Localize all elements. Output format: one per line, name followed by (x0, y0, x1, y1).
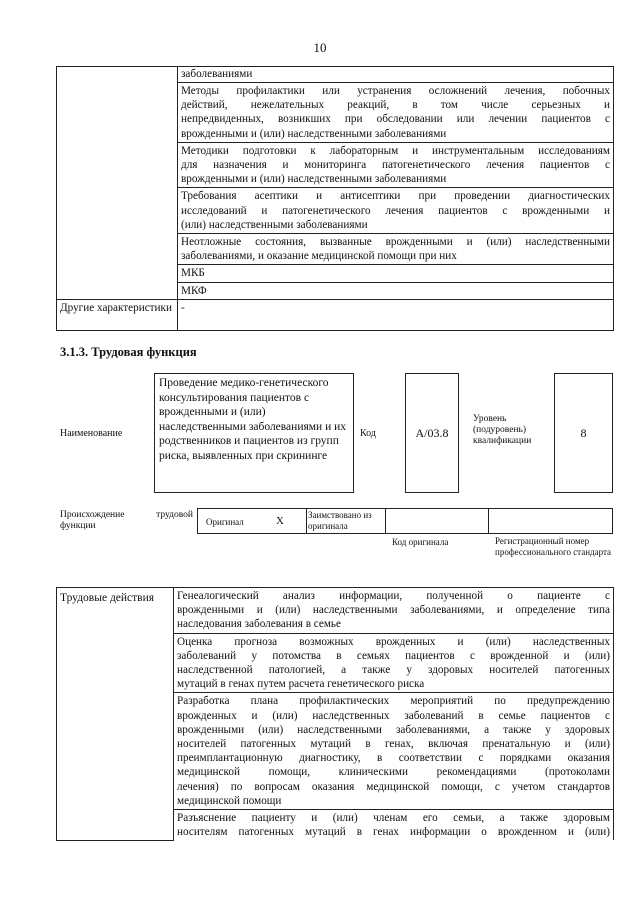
level-box (554, 373, 613, 493)
table-cell (174, 588, 614, 634)
code-label: Код (360, 428, 376, 439)
text-line: Неотложные состояния, вызванные врожденными и (или) наследственными (181, 236, 610, 249)
function-name-box (154, 373, 354, 493)
divider (306, 509, 307, 533)
text-line: медицинской помощи (177, 794, 282, 807)
text-line: Разъяснение пациенту и (или) членам его семьи, а также здоровым (177, 812, 610, 825)
text-line: Оценка прогноза возможных врожденных и (или) наследственных (177, 635, 610, 648)
text-line: действий, нежелательных реакций, в том числе серьезных и (181, 99, 610, 112)
actions-label: Трудовые действия (57, 588, 174, 841)
text-line: Генеалогический анализ информации, полученной о пациенте с (177, 590, 610, 602)
origin-box (197, 508, 613, 534)
knowledge-table (56, 66, 614, 331)
origin-label (60, 510, 193, 532)
table-cell: МКБ (178, 265, 614, 282)
level-value: 8 (580, 426, 587, 440)
text-line: врожденными и (или) наследственными заболеваниями, и определение типа (177, 604, 610, 617)
table-row (57, 588, 614, 634)
divider (385, 509, 386, 533)
table-cell (174, 693, 614, 810)
code-box (405, 373, 459, 493)
table-cell: заболеваниями (178, 67, 614, 83)
table-row (57, 299, 614, 330)
text-line: носителям патогенных мутаций в генах информации о врожденном и (или) (177, 826, 610, 839)
text-line: заболеваниями, и оказание медицинской помощи при них (181, 250, 457, 263)
section-title: 3.1.3. Трудовая функция (60, 345, 197, 359)
page-number: 10 (313, 40, 327, 55)
table-cell (178, 142, 614, 188)
text-line: врожденных и (или) наследственных заболеваний в семье пациентов с (177, 709, 610, 722)
code-value: A/03.8 (415, 426, 449, 440)
code-original-label: Код оригинала (392, 537, 449, 547)
text-line: носителей патогенных мутаций в генах, включая пренатальную и (или) (177, 738, 610, 751)
other-characteristics-label: Другие характеристики (57, 299, 178, 330)
function-name: Проведение медико-генетического консультирования пациентов с врожденными и (или) наследственными заболеваниями и их родственников и пациентов из групп риска, выявленных при скрининге (159, 377, 347, 462)
divider (488, 509, 489, 533)
text-line: для назначения и мониторинга патогенетического лечения пациентов с (181, 159, 610, 172)
text-line: медицинской помощи, клиническими рекомендациями (протоколами (177, 766, 610, 779)
text-line: мутаций в генах путем расчета генетического риска (177, 678, 425, 691)
text-line: (или) наследственными заболеваниями (181, 218, 368, 231)
text-line: врожденными (или) наследственными заболеваниями, а также у здоровых (177, 723, 610, 736)
actions-table (56, 587, 614, 841)
text-line: лечения) по вопросам оказания медицинской помощи, с учетом стандартов (177, 780, 610, 793)
table-row (57, 67, 614, 83)
original-mark: X (276, 515, 284, 527)
table-cell (178, 234, 614, 265)
text-line: Методики подготовки к лабораторным и инструментальным исследованиям (181, 144, 610, 157)
text-line: Требования асептики и антисептики при проведении диагностических (181, 190, 610, 203)
text-line: наследственной патологией, а также у здоровых носителей патогенных (177, 664, 610, 677)
text-line: наследования заболевания в семье (177, 618, 342, 631)
origin-label-text: Происхождение трудовой функции (60, 510, 193, 531)
level-label: Уровень (подуровень) квалификации (473, 414, 532, 446)
text-line: заболеваний у потомства в семьях пациентов с врожденной и (или) (177, 649, 610, 662)
name-label: Наименование (60, 428, 123, 439)
text-line: Методы профилактики или устранения осложнений лечения, побочных (181, 85, 610, 97)
reg-number-label: Регистрационный номер профессионального стандарта (495, 536, 612, 557)
text-line: врожденными и (или) наследственными заболеваниями (181, 173, 447, 186)
table-cell-empty (57, 67, 178, 300)
table-cell (174, 810, 614, 841)
table-cell (178, 188, 614, 234)
text-line: Разработка плана профилактических мероприятий по предупреждению (177, 695, 610, 708)
table-cell: МКФ (178, 282, 614, 299)
table-cell (174, 633, 614, 693)
text-line: непредвиденных, возникших при обследовании или лечении пациентов с (181, 113, 610, 126)
text-line: исследований и патогенетического лечения пациентов с врожденными и (181, 204, 610, 217)
borrowed-label: Заимствовано из оригинала (308, 510, 372, 531)
original-label: Оригинал (206, 517, 244, 527)
text-line: врожденными и (или) наследственными заболеваниями (181, 127, 447, 140)
other-characteristics-value: - (178, 299, 614, 330)
text-line: преимплантационную диагностику, в соответствии с порядками оказания (177, 752, 610, 765)
table-cell (178, 83, 614, 143)
